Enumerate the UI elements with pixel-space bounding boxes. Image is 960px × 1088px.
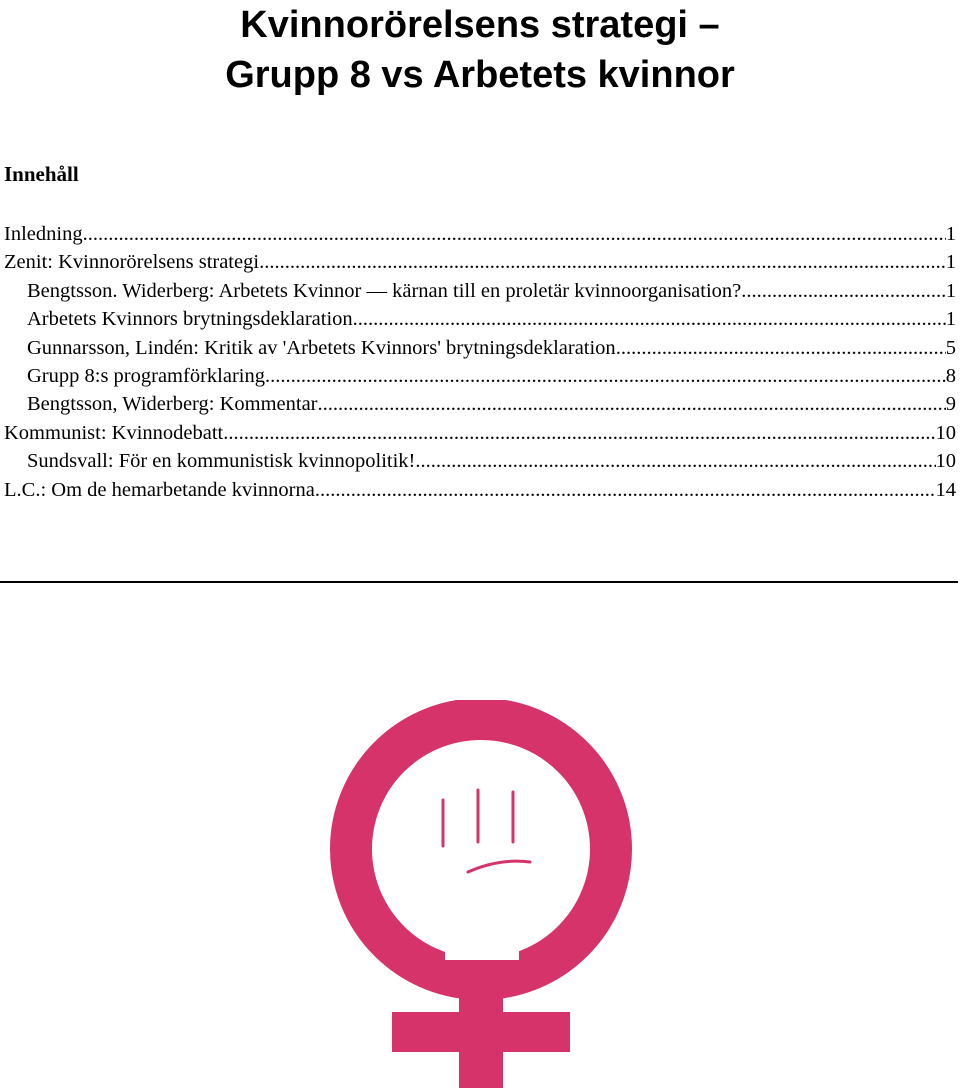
- toc-dot-leader: [415, 447, 935, 475]
- toc-entry-page: 10: [935, 421, 956, 444]
- toc-dot-leader: [265, 362, 946, 390]
- toc-entry[interactable]: [0, 476, 956, 504]
- toc-entry[interactable]: [0, 220, 956, 248]
- toc-dot-leader: [318, 390, 946, 418]
- toc-entry[interactable]: [0, 248, 956, 276]
- table-of-contents: [0, 220, 956, 504]
- toc-entry-page: 1: [945, 251, 956, 274]
- toc-entry-page: 1: [945, 223, 956, 245]
- toc-entry-title: Grupp 8:s programförklaring: [27, 364, 265, 387]
- toc-entry-title: Zenit: Kvinnorörelsens strategi: [4, 251, 260, 274]
- toc-entry-page: 9: [945, 393, 956, 416]
- toc-entry[interactable]: [0, 277, 956, 305]
- venus-crossbar: [392, 1012, 570, 1052]
- toc-dot-leader: [223, 419, 935, 447]
- toc-entry-title: Bengtsson, Widerberg: Kommentar: [27, 393, 318, 416]
- toc-entry[interactable]: [0, 305, 956, 333]
- toc-entry-title: Bengtsson. Widerberg: Arbetets Kvinnor — kärnan till en proletär kvinnoorganisation?: [27, 279, 742, 302]
- document-title: [0, 0, 960, 100]
- toc-entry-title: L.C.: Om de hemarbetande kvinnorna: [4, 478, 315, 501]
- toc-entry-page: 1: [945, 279, 956, 302]
- toc-entry-title: Sundsvall: För en kommunistisk kvinnopolitik!: [27, 450, 416, 473]
- toc-entry-title: Arbetets Kvinnors brytningsdeklaration: [27, 308, 353, 331]
- toc-dot-leader: [259, 248, 946, 276]
- toc-entry-title: Gunnarsson, Lindén: Kritik av 'Arbetets Kvinnors' brytningsdeklaration: [27, 336, 616, 359]
- toc-entry-title: Inledning: [4, 223, 83, 245]
- toc-dot-leader: [616, 334, 946, 362]
- toc-entry[interactable]: [0, 390, 956, 418]
- toc-entry-title: Kommunist: Kvinnodebatt: [4, 421, 224, 444]
- toc-entry[interactable]: [0, 419, 956, 447]
- toc-entry-page: 14: [935, 478, 956, 501]
- toc-dot-leader: [83, 220, 946, 248]
- toc-dot-leader: [741, 277, 945, 305]
- toc-dot-leader: [353, 305, 946, 333]
- title-line-1: Kvinnorörelsens strategi –: [240, 4, 720, 46]
- feminist-fist-venus-icon: [313, 700, 649, 1088]
- toc-entry[interactable]: [0, 447, 956, 475]
- horizontal-rule: [0, 581, 958, 583]
- toc-entry-page: 10: [935, 450, 956, 473]
- toc-heading: Innehåll: [4, 162, 79, 186]
- toc-entry[interactable]: [0, 334, 956, 362]
- toc-entry-page: 1: [945, 308, 956, 331]
- toc-entry[interactable]: [0, 362, 956, 390]
- toc-entry-page: 8: [945, 364, 956, 387]
- toc-entry-page: 5: [945, 336, 956, 359]
- title-line-2: Grupp 8 vs Arbetets kvinnor: [225, 54, 735, 96]
- toc-dot-leader: [315, 476, 936, 504]
